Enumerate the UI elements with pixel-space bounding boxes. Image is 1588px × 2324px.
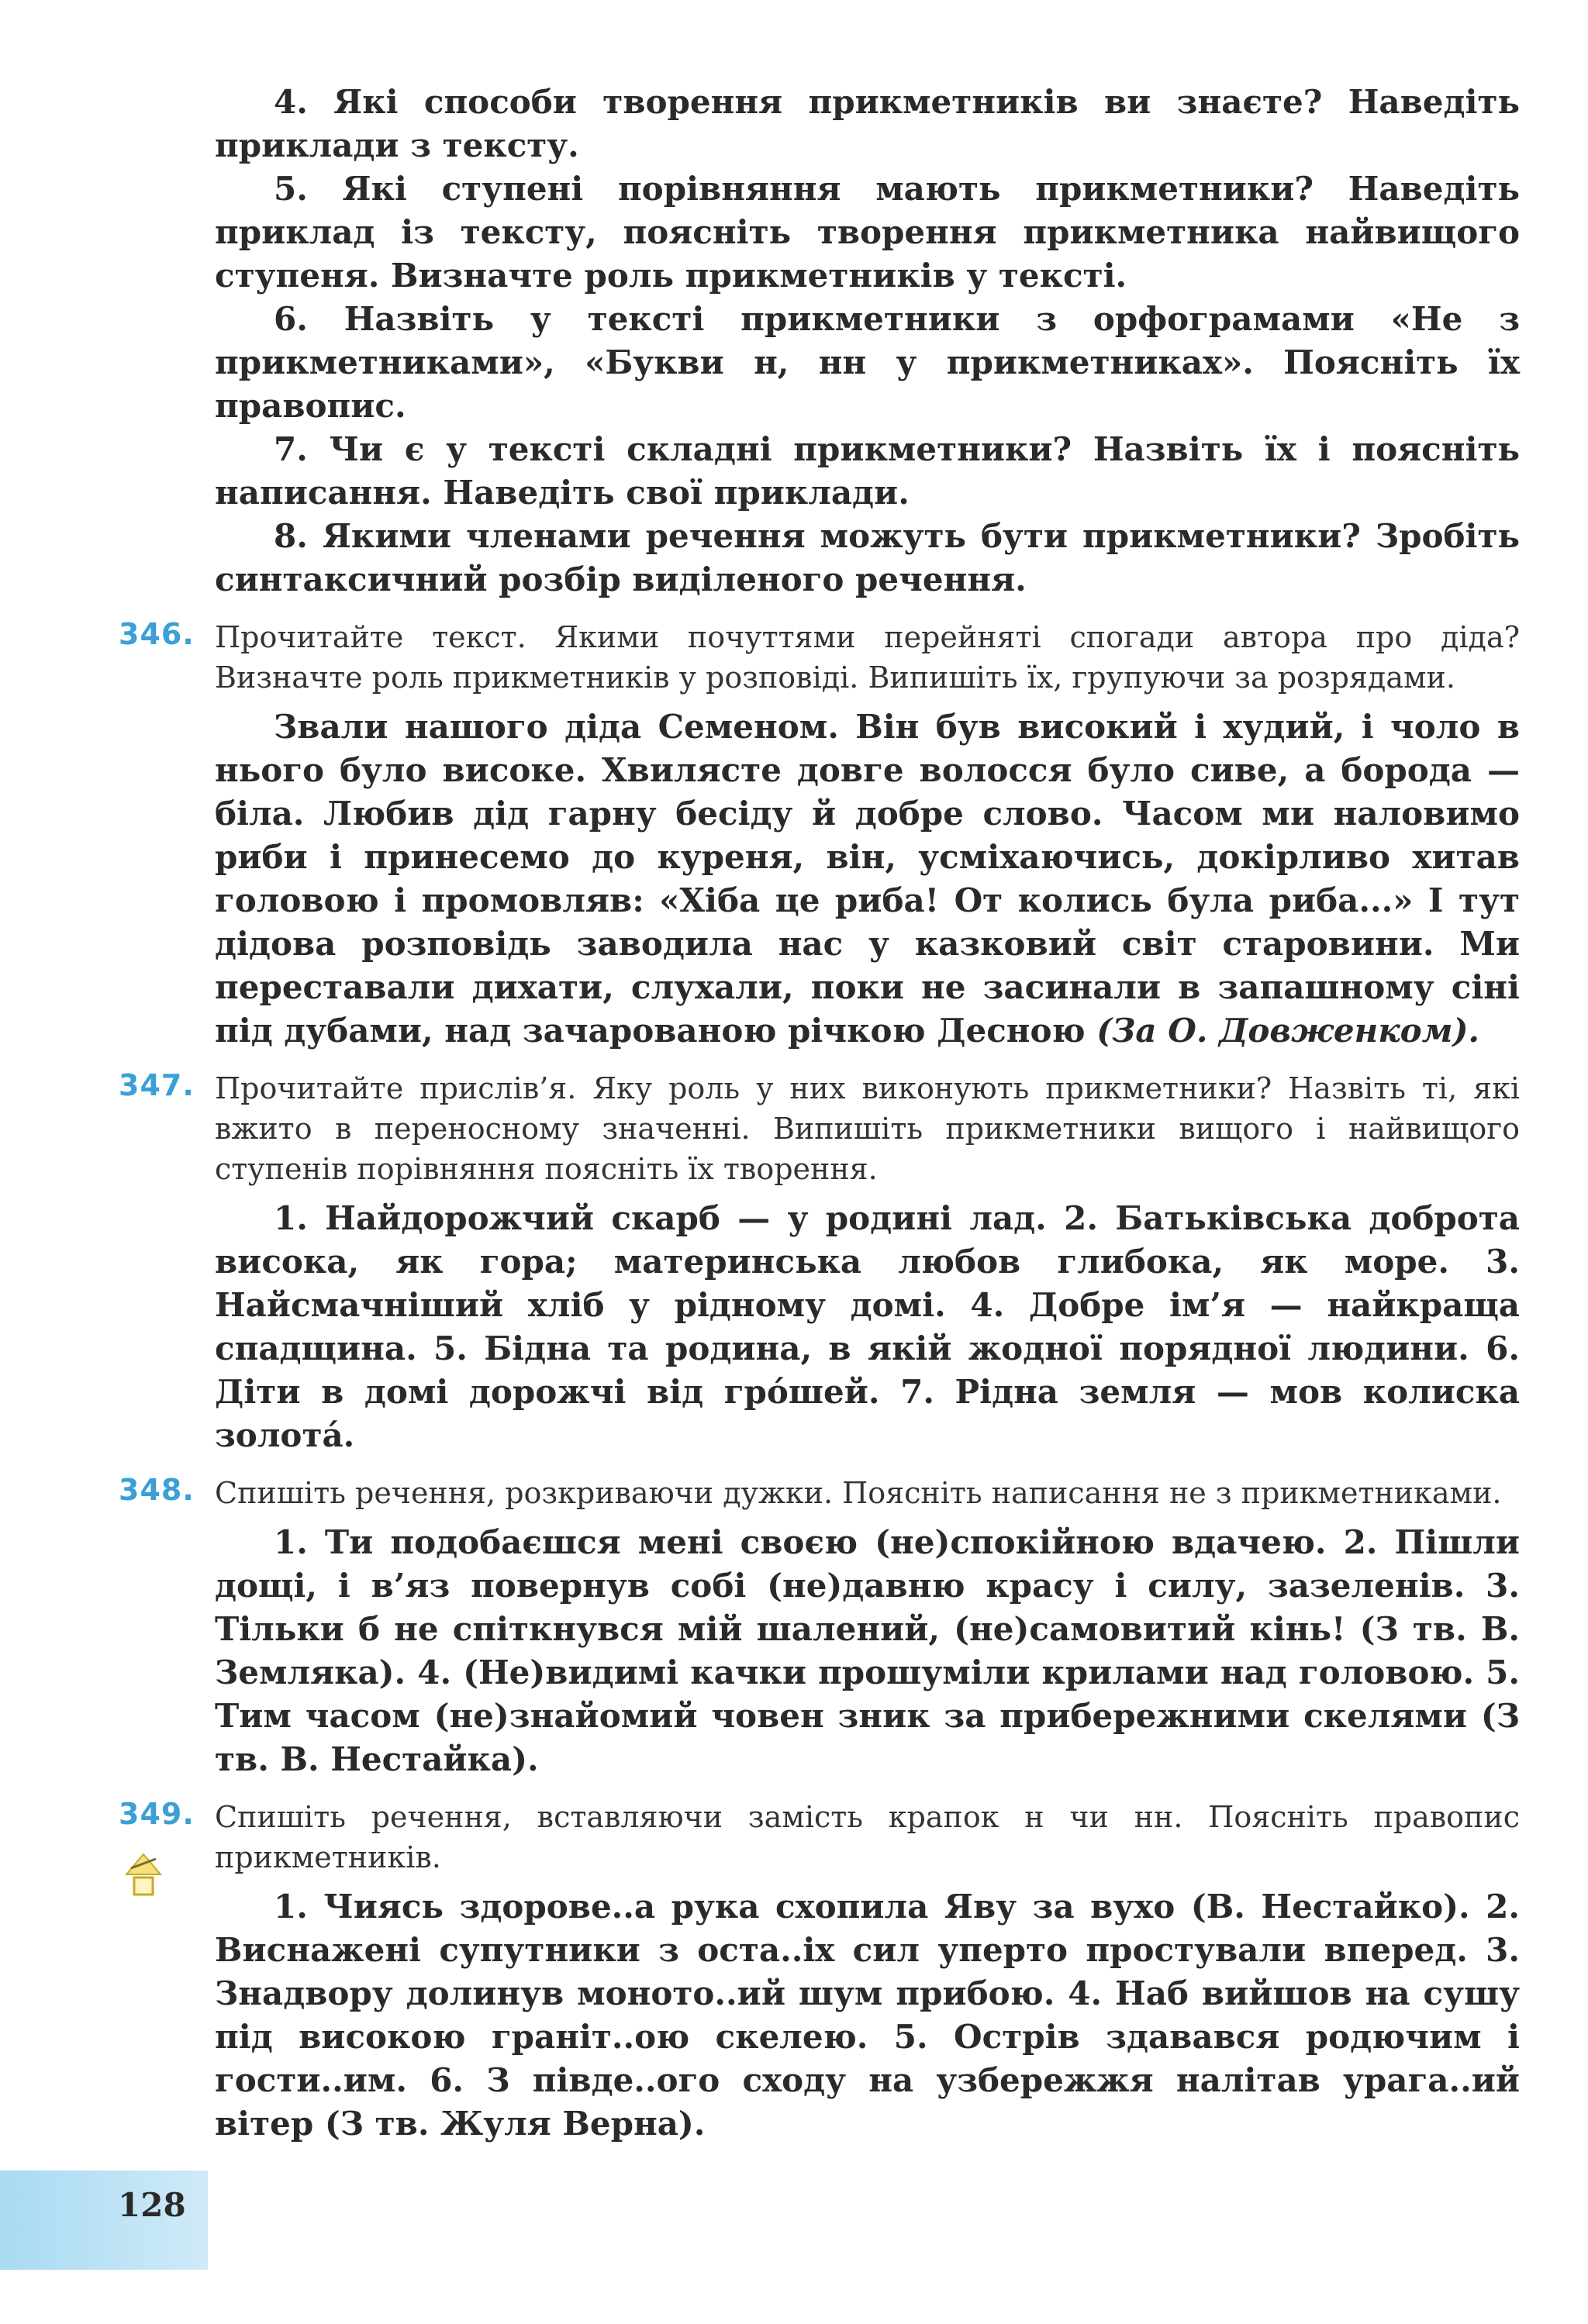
exercise-task: Спишіть речення, вставляючи замість крапок н чи нн. Поясніть правопис прикметників.	[215, 1800, 1520, 1874]
page-number: 128	[118, 2186, 186, 2224]
questions-block	[215, 81, 1520, 602]
question-5: 5. Які ступені порівняння мають прикметники? Наведіть приклад із тексту, поясніть творення прикметника найвищого ступеня. Визначте роль прикметників у тексті.	[215, 170, 1520, 295]
exercise-body: Звали нашого діда Семеном. Він був високий і худий, і чоло в нього було високе. Хвилясте довге волосся було сиве, а борода — біла. Любив дід гарну бесіду й добре слово. Часом ми наловимо риби і принесемо до куреня, він, усміхаючись, докірливо хитав головою і промовляв: «Хіба це риба! От колись була риба...» І тут дідова розповідь заводила нас у казковий світ старовини. Ми переставали дихати, слухали, поки не засинали в запашному сіні під дубами, над зачарованою річкою Десною	[215, 708, 1520, 1050]
exercise-source: (За О. Довженком).	[1096, 1012, 1480, 1050]
exercise-347	[119, 1068, 1520, 1457]
exercise-task: Прочитайте текст. Якими почуттями перейняті спогади автора про діда? Визначте роль прикметників у розповіді. Випишіть їх, групуючи за розрядами.	[215, 620, 1520, 695]
exercise-349	[119, 1797, 1520, 2146]
exercise-346	[119, 617, 1520, 1053]
exercise-body: 1. Найдорожчий скарб — у родині лад. 2. Батьківська доброта висока, як гора; материнська любов глибока, як море. 3. Найсмачніший хліб у рідному домі. 4. Добре ім’я — найкраща спадщина. 5. Бідна та родина, в якій жодної порядної людини. 6. Діти в домі дорожчі від гро́шей. 7. Рідна земля — мов колиска золота́.	[215, 1199, 1520, 1454]
exercise-number: 348.	[119, 1473, 195, 1507]
exercise-task: Спишіть речення, розкриваючи дужки. Поясніть написання не з прикметниками.	[215, 1476, 1502, 1510]
exercise-task: Прочитайте прислів’я. Яку роль у них виконують прикметники? Назвіть ті, які вжито в переносному значенні. Випишіть прикметники вищого і найвищого ступенів порівняння поясніть їх творення.	[215, 1071, 1520, 1186]
exercise-text	[215, 1197, 1520, 1457]
exercise-number: 347.	[119, 1068, 195, 1102]
question-6: 6. Назвіть у тексті прикметники з орфограмами «Не з прикметниками», «Букви н, нн у прикметниках». Поясніть їх правопис.	[215, 300, 1520, 425]
exercise-text	[215, 1521, 1520, 1781]
question-7: 7. Чи є у тексті складні прикметники? Назвіть їх і поясніть написання. Наведіть свої приклади.	[215, 430, 1520, 512]
question-8: 8. Якими членами речення можуть бути прикметники? Зробіть синтаксичний розбір виділеного речення.	[215, 517, 1520, 598]
exercise-body: 1. Чиясь здорове..а рука схопила Яву за вухо (В. Нестайко). 2. Виснажені супутники з оста..іх сил уперто простували вперед. 3. Знадвору долинув моното..ий шум прибою. 4. Наб вийшов на сушу під високою граніт..ою скелею. 5. Острів здавався родючим і гости..им. 6. З півде..ого сходу на узбережжя налітав урага..ий вітер (З тв. Жуля Верна).	[215, 1888, 1520, 2143]
pencil-house-icon	[123, 1851, 164, 1899]
exercise-text	[215, 1885, 1520, 2146]
page-content	[119, 81, 1520, 2146]
exercise-number: 346.	[119, 617, 195, 651]
exercise-348	[119, 1473, 1520, 1781]
exercise-body: 1. Ти подобаєшся мені своєю (не)спокійною вдачею. 2. Пішли дощі, і в’яз повернув собі (не)давню красу і силу, зазеленів. 3. Тільки б не спіткнувся мій шалений, (не)самовитий кінь! (З тв. В. Земляка). 4. (Не)видимі качки прошуміли крилами над головою. 5. Тим часом (не)знайомий човен зник за прибережними скелями (З тв. В. Нестайка).	[215, 1523, 1520, 1778]
question-4: 4. Які способи творення прикметників ви знаєте? Наведіть приклади з тексту.	[215, 83, 1520, 164]
exercise-number: 349.	[119, 1797, 195, 1831]
exercise-text	[215, 705, 1520, 1053]
